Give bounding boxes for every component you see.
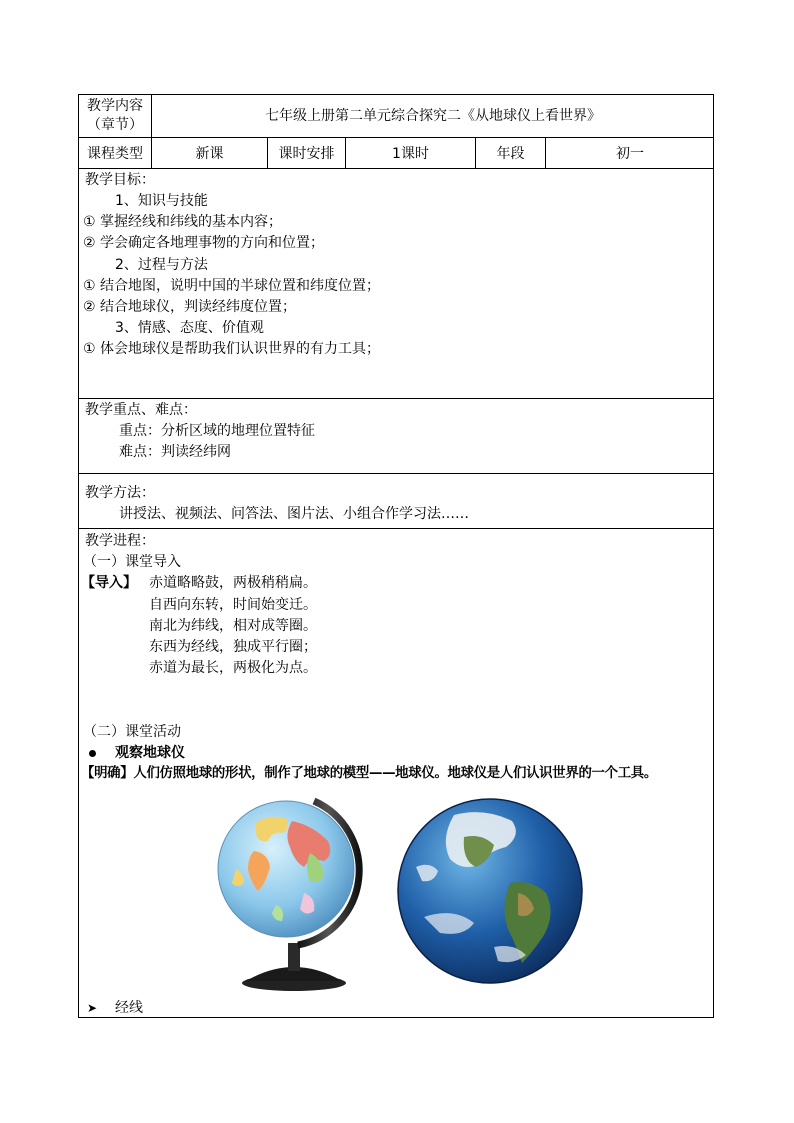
desk-globe-image: [214, 793, 374, 993]
objectives-title: 教学目标：: [85, 172, 155, 188]
objective-line: 3、情感、态度、价值观: [115, 320, 264, 336]
grade-value: 初一: [616, 146, 644, 162]
content-value: 七年级上册第二单元综合探究二《从地球仪上看世界》: [265, 108, 601, 124]
row-divider: [79, 528, 713, 529]
objective-line: 2、过程与方法: [115, 257, 208, 273]
row-divider: [79, 473, 713, 474]
key-point-focus: 重点：分析区域的地理位置特征: [119, 423, 315, 439]
poem-line: 自西向东转，时间始变迁。: [149, 597, 317, 613]
content-label-sub: （章节）: [87, 117, 143, 133]
poem-line: 赤道略略鼓，两极稍稍扁。: [149, 575, 317, 591]
methods-text: 讲授法、视频法、问答法、图片法、小组合作学习法……: [119, 506, 469, 522]
poem-line: 赤道为最长，两极化为点。: [149, 660, 317, 676]
schedule-label: 课时安排: [278, 146, 335, 162]
objective-line: ② 结合地球仪，判读经纬度位置；: [83, 299, 297, 315]
process-title: 教学进程：: [85, 533, 155, 549]
intro-tag: 【导入】: [81, 575, 137, 591]
lesson-plan-table: [78, 94, 714, 1018]
course-type-value: 新课: [195, 146, 224, 162]
objective-line: ① 结合地图，说明中国的半球位置和纬度位置；: [83, 278, 380, 294]
objective-line: ② 学会确定各地理事物的方向和位置；: [83, 235, 324, 251]
methods-title: 教学方法：: [85, 485, 155, 501]
schedule-value: 1课时: [392, 146, 429, 162]
earth-image: [394, 797, 586, 985]
poem-line: 南北为纬线，相对成等圈。: [149, 618, 317, 634]
clarify-text: 【明确】人们仿照地球的形状，制作了地球的模型——地球仪。地球仪是人们认识世界的一个工具。: [81, 766, 657, 781]
course-type-label: 课程类型: [87, 146, 143, 162]
section-heading: （一）课堂导入: [83, 554, 181, 570]
objective-line: ① 掌握经线和纬线的基本内容；: [83, 214, 283, 230]
content-label: 教学内容: [87, 98, 143, 114]
objective-line: 1、知识与技能: [115, 193, 208, 209]
row-divider: [79, 137, 713, 138]
section-heading: （二）课堂活动: [83, 724, 181, 740]
row-divider: [79, 168, 713, 169]
row-divider: [79, 398, 713, 399]
arrow-bullet-icon: ➤: [87, 1001, 98, 1015]
objective-line: ① 体会地球仪是帮助我们认识世界的有力工具；: [83, 341, 380, 357]
key-point-difficulty: 难点：判读经纬网: [119, 444, 231, 460]
poem-line: 东西为经线，独成平行圈；: [149, 639, 317, 655]
bullet-title: 观察地球仪: [115, 745, 185, 761]
grade-label: 年段: [496, 146, 525, 162]
key-points-title: 教学重点、难点：: [85, 402, 197, 418]
next-item: 经线: [115, 1000, 143, 1016]
bullet-dot: [89, 750, 96, 757]
